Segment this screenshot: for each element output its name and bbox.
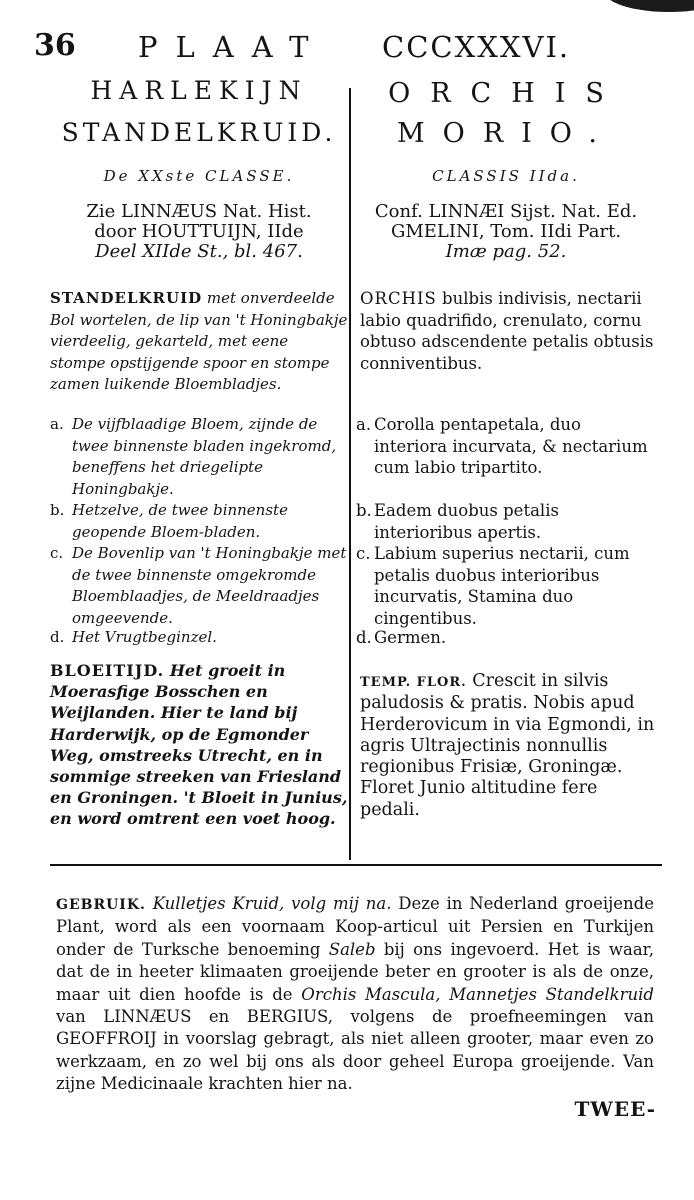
page-corner-shadow xyxy=(604,0,694,12)
usage-text: bij ons ingevoerd. Het is waar, dat de in heeter klimaaten groeijende beter en grooter is als de onze, maar uit dien hoofde is de xyxy=(56,939,655,1004)
usage-italic: Saleb xyxy=(328,939,376,959)
dutch-description xyxy=(50,288,348,396)
item-text: Corolla pentapetala, duo interiora incurvata, & nectarium cum labio tripartito. xyxy=(374,415,648,477)
dutch-description-text: met onverdeelde Bol wortelen, de lip van 't Honingbakje vierdeelig, gekarteld, met eene stompe opstijgende spoor en stompe zamen luikende Bloembladjes. xyxy=(50,289,348,393)
latin-reference-line: Conf. LINNÆI Sijst. Nat. Ed. xyxy=(374,201,638,222)
dutch-reference-line: door HOUTTUIJN, IIde xyxy=(94,221,304,242)
dutch-reference-line: Deel XIIde St., bl. 467. xyxy=(95,241,303,262)
latin-reference-line: GMELINI, Tom. IIdi Part. xyxy=(390,221,622,242)
item-letter: b. xyxy=(356,501,372,520)
dutch-class: De XXste CLASSE. xyxy=(103,167,295,185)
latin-name-line2: MORIO. xyxy=(397,118,615,149)
latin-flowering xyxy=(356,671,660,821)
usage-italic: Kulletjes Kruid, volg mij na. xyxy=(152,894,392,913)
column-divider xyxy=(349,88,351,860)
item-letter: d. xyxy=(356,628,372,647)
item-text: Hetzelve, de twee binnenste geopende Bloem-bladen. xyxy=(72,501,288,541)
usage-italic: Orchis Mascula, Mannetjes Standelkruid xyxy=(301,984,654,1004)
catchword: TWEE- xyxy=(574,1097,656,1121)
latin-description-lead: ORCHIS xyxy=(360,289,437,308)
dutch-item-b xyxy=(50,500,348,543)
latin-item-c xyxy=(356,543,656,629)
item-text: De Bovenlip van 't Honingbakje met de twee binnenste omgekromde Bloemblaadjes, de Meeldraadjes omgeevende. xyxy=(72,544,347,627)
item-letter: c. xyxy=(50,544,64,562)
latin-flowering-text: Crescit in silvis paludosis & pratis. Nobis apud Herderovicum in via Egmondi, in agris Ultrajectinis nonnullis regionibus Frisiæ, Groningæ. Floret Junio altitudine fere pedali. xyxy=(360,671,655,820)
dutch-name-line2: STANDELKRUID. xyxy=(61,118,337,147)
latin-item-d xyxy=(356,627,656,649)
item-letter: a. xyxy=(50,415,64,433)
dutch-item-d xyxy=(50,627,348,649)
item-text: Het Vrugtbeginzel. xyxy=(72,628,217,646)
latin-item-a xyxy=(356,414,656,479)
section-divider xyxy=(50,864,662,866)
dutch-name-line1: HARLEKIJN xyxy=(90,76,308,105)
item-text: Germen. xyxy=(374,628,447,647)
usage-lead: GEBRUIK. xyxy=(56,897,146,913)
item-text: Eadem duobus petalis interioribus apertis. xyxy=(374,501,559,542)
latin-description-text: bulbis indivisis, nectarii labio quadrifido, crenulato, cornu obtuso adscendente petalis obtusis conniventibus. xyxy=(360,289,654,373)
item-text: De vijfblaadige Bloem, zijnde de twee binnenste bladen ingekromd, beneffens het driegelipte Honingbakje. xyxy=(72,415,337,498)
latin-description xyxy=(356,288,660,374)
dutch-reference-line: Zie LINNÆUS Nat. Hist. xyxy=(86,201,312,222)
page-number: 36 xyxy=(34,28,76,63)
dutch-reference xyxy=(50,202,348,262)
usage-paragraph xyxy=(56,893,654,1096)
usage-text: van LINNÆUS en BERGIUS, volgens de proefneemingen van GEOFFROIJ in voorslag gebragt, als niet alleen grooter, maar even zo werkzaam, en zo wel bij ons als door geheel Europa groeijende. Van zijne Medicinaale krachten hier na. xyxy=(56,1007,654,1094)
item-letter: d. xyxy=(50,628,65,646)
dutch-description-lead: STANDELKRUID xyxy=(50,289,203,307)
dutch-item-c xyxy=(50,543,348,629)
latin-reference xyxy=(356,202,656,262)
latin-item-b xyxy=(356,500,656,543)
item-letter: a. xyxy=(356,415,372,434)
dutch-item-a xyxy=(50,414,348,500)
latin-class: CLASSIS IIda. xyxy=(432,167,580,185)
plate-number: CCCXXXVI. xyxy=(382,30,571,64)
item-text: Labium superius nectarii, cum petalis duobus interioribus incurvatis, Stamina duo cingentibus. xyxy=(374,544,630,628)
dutch-flowering-text: Het groeit in Moerasfige Bosschen en Weijlanden. Hier te land bij Harderwijk, op de Egmonder Weg, omstreeks Utrecht, en in sommige streeken van Friesland en Groningen. 't Bloeit in Junius, en word omtrent een voet hoog. xyxy=(50,661,348,829)
item-letter: b. xyxy=(50,501,65,519)
latin-flowering-lead: TEMP. FLOR. xyxy=(360,675,467,690)
usage-text: Deze in Nederland groeijende Plant, word als een voornaam Koop-articul uit Persien en Turkijen onder de Turksche benoeming xyxy=(56,894,654,959)
page-header xyxy=(34,28,654,68)
dutch-flowering-lead: BLOEITIJD. xyxy=(50,661,165,680)
latin-reference-line: Imæ pag. 52. xyxy=(445,241,567,262)
item-letter: c. xyxy=(356,544,371,563)
latin-name-line1: ORCHIS xyxy=(388,78,624,109)
dutch-flowering xyxy=(50,660,348,830)
plate-title: PLAAT xyxy=(138,30,327,64)
